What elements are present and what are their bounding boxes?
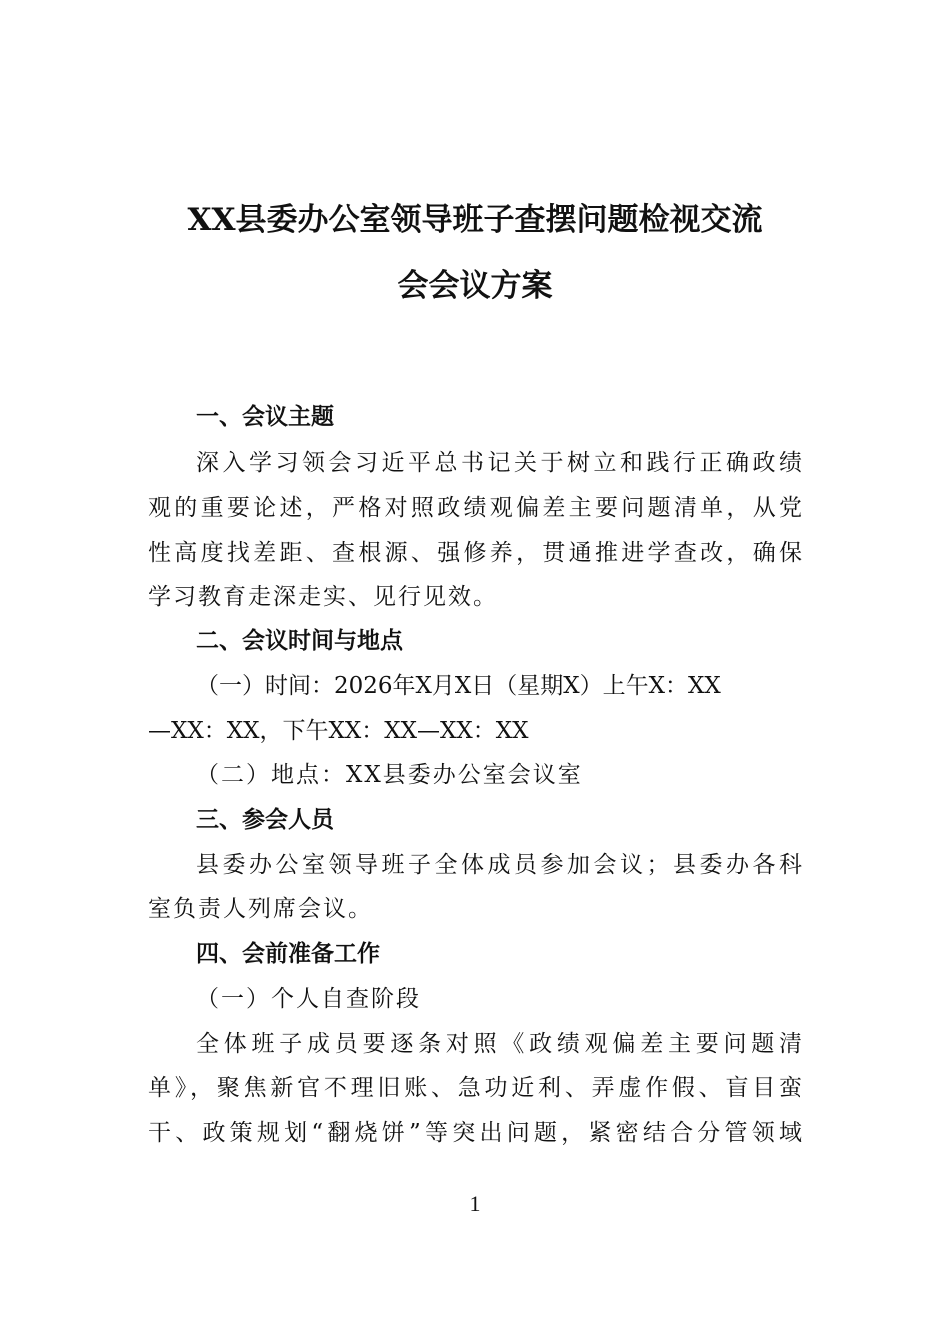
- body-line: 全体班子成员要逐条对照《政绩观偏差主要问题清: [196, 1031, 804, 1057]
- section-heading-meeting-theme: 一、会议主题: [196, 404, 334, 430]
- document-title-line-2: 会会议方案: [397, 268, 553, 304]
- body-line: 干、政策规划“翻烧饼”等突出问题，紧密结合分管领域: [148, 1120, 804, 1146]
- body-line: 深入学习领会习近平总书记关于树立和践行正确政绩: [196, 450, 804, 476]
- location-line: （二）地点：XX县委办公室会议室: [196, 762, 583, 788]
- page-number: 1: [469, 1191, 481, 1216]
- body-line: 观的重要论述，严格对照政绩观偏差主要问题清单，从党: [148, 495, 804, 521]
- section-heading-attendees: 三、参会人员: [196, 807, 334, 833]
- subsection-heading-self-check: （一）个人自查阶段: [196, 986, 421, 1012]
- body-line: 学习教育走深走实、见行见效。: [148, 584, 498, 610]
- body-line: 单》，聚焦新官不理旧账、急功近利、弄虚作假、盲目蛮: [148, 1075, 804, 1101]
- body-line: 室负责人列席会议。: [148, 896, 373, 922]
- time-continuation-line: —XX：XX，下午XX：XX—XX：XX: [148, 718, 529, 744]
- body-line: 县委办公室领导班子全体成员参加会议；县委办各科: [196, 852, 804, 878]
- section-heading-preparation: 四、会前准备工作: [196, 941, 380, 967]
- time-line: （一）时间：2026年X月X日（星期X）上午X：XX: [196, 673, 721, 699]
- document-title-line-1: XX县委办公室领导班子查摆问题检视交流: [187, 202, 763, 238]
- section-heading-time-location: 二、会议时间与地点: [196, 628, 403, 654]
- body-line: 性高度找差距、查根源、强修养，贯通推进学查改，确保: [148, 540, 804, 566]
